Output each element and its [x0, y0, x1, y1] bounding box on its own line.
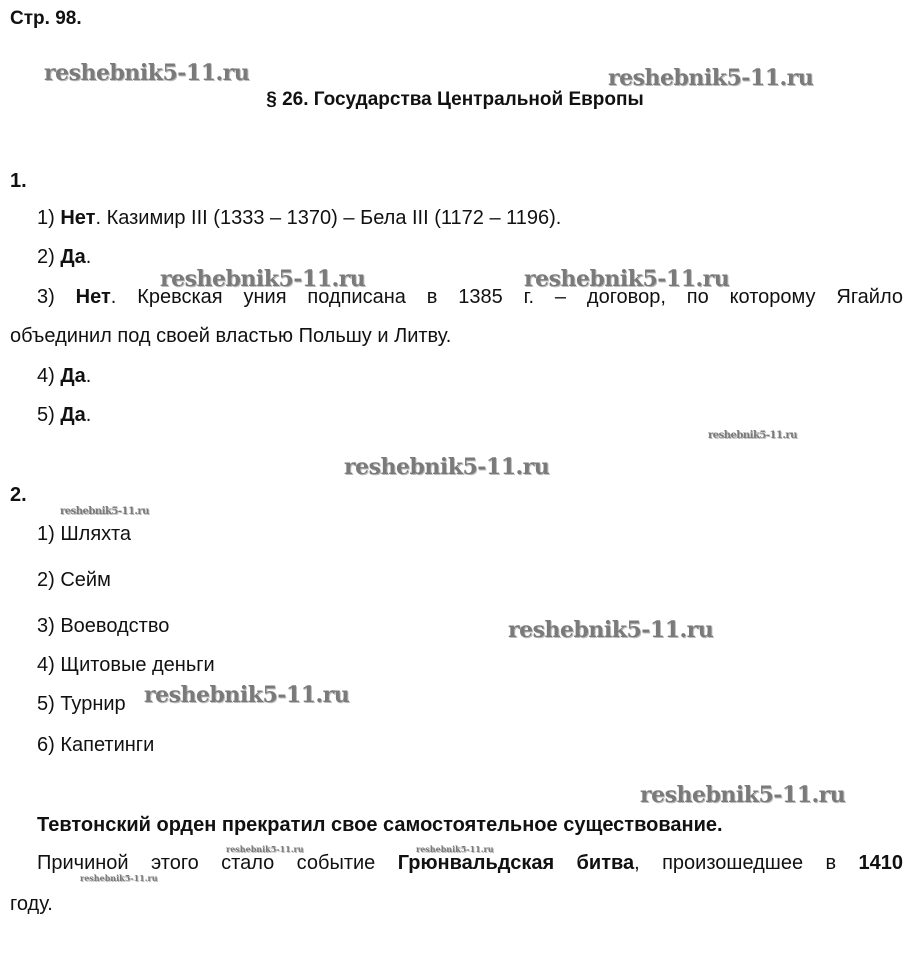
watermark: reshebnik5-11.ru	[708, 430, 797, 441]
watermark: reshebnik5-11.ru	[344, 454, 550, 480]
watermark: reshebnik5-11.ru	[640, 782, 846, 808]
term-item: 6) Капетинги	[37, 734, 155, 756]
answer-line: 2) Да.	[37, 246, 92, 268]
watermark: reshebnik5-11.ru	[60, 506, 149, 517]
term-item: 3) Воеводство	[37, 615, 170, 637]
answer-line: 3) Нет. Кревская уния подписана в 1385 г. – договор, по которому Ягайло	[37, 286, 903, 308]
section-title: § 26. Государства Центральной Европы	[266, 89, 644, 110]
watermark: reshebnik5-11.ru	[144, 682, 350, 708]
watermark: reshebnik5-11.ru	[508, 617, 714, 643]
answer-value: Нет	[75, 286, 111, 308]
term-item: 1) Шляхта	[37, 523, 132, 545]
event-name: Грюнвальдская битва	[397, 852, 635, 874]
watermark: reshebnik5-11.ru	[226, 844, 304, 854]
answer-line: 5) Да.	[37, 404, 92, 426]
statement: Тевтонский орден прекратил свое самостоятельное существование.	[37, 814, 723, 836]
watermark: reshebnik5-11.ru	[160, 266, 366, 292]
watermark: reshebnik5-11.ru	[608, 65, 814, 91]
answer-continuation: объединил под своей властью Польшу и Литву.	[10, 325, 452, 347]
question-number: 2.	[10, 484, 27, 506]
cause-line-end: году.	[10, 893, 53, 915]
term-item: 2) Сейм	[37, 569, 111, 591]
watermark: reshebnik5-11.ru	[416, 844, 494, 854]
answer-line: 1) Нет. Казимир III (1333 – 1370) – Бела III (1172 – 1196).	[37, 207, 562, 229]
answer-value: Да	[60, 404, 86, 426]
event-year: 1410	[858, 852, 903, 874]
answer-value: Нет	[60, 207, 96, 229]
watermark: reshebnik5-11.ru	[80, 873, 158, 883]
watermark: reshebnik5-11.ru	[44, 60, 250, 86]
answer-value: Да	[60, 246, 86, 268]
page-number: Стр. 98.	[10, 8, 82, 29]
cause-line: Причиной этого стало событие Грюнвальдская битва, произошедшее в 1410	[37, 852, 903, 874]
answer-value: Да	[60, 365, 86, 387]
term-item: 5) Турнир	[37, 693, 126, 715]
answer-line: 4) Да.	[37, 365, 92, 387]
watermark: reshebnik5-11.ru	[524, 266, 730, 292]
term-item: 4) Щитовые деньги	[37, 654, 215, 676]
question-number: 1.	[10, 170, 27, 192]
